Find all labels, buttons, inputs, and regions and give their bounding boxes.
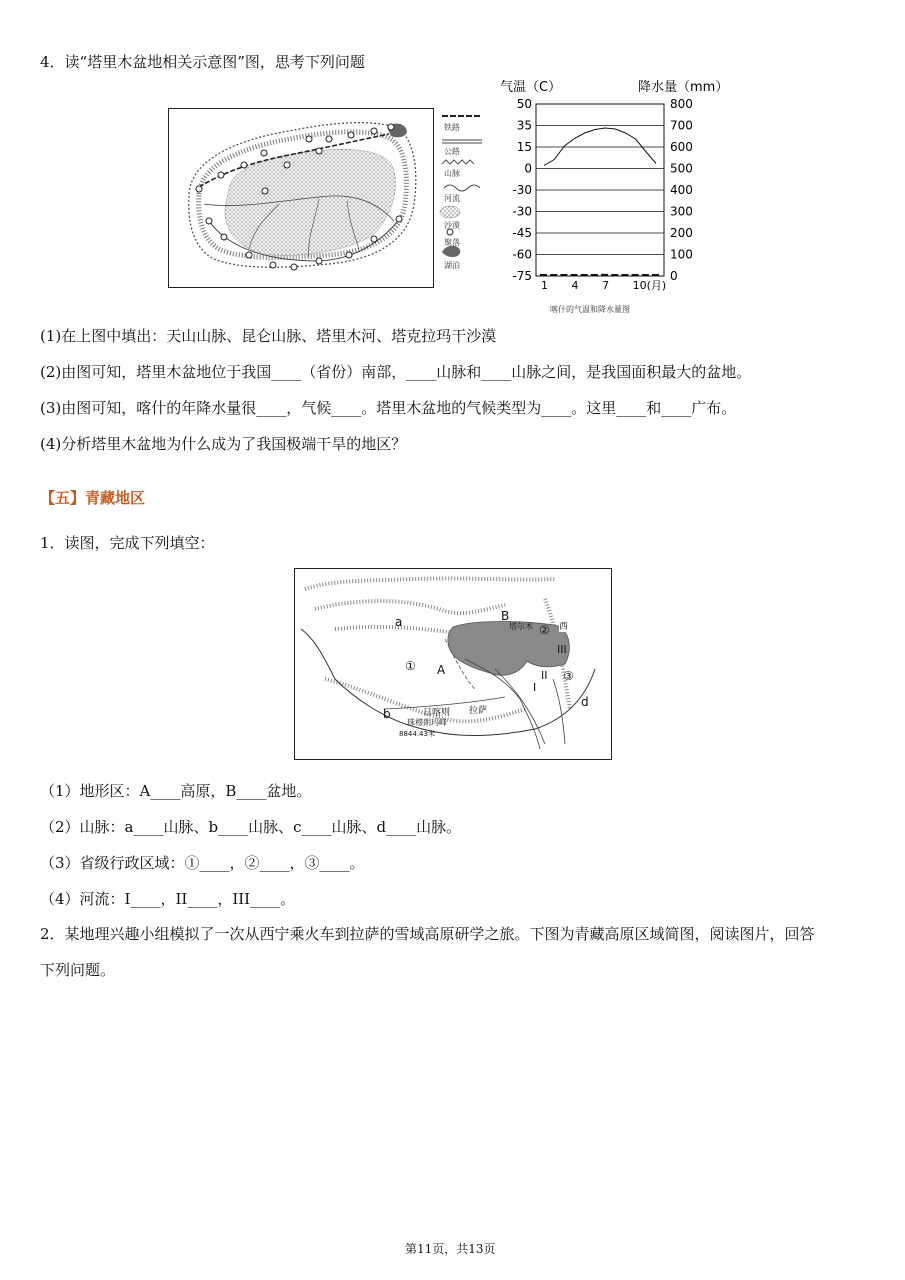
- y-right-tick-label: 500: [670, 161, 693, 176]
- q4-item-4: (4)分析塔里木盆地为什么成为了我国极端干旱的地区？: [40, 435, 407, 453]
- precipitation-bar: [571, 274, 578, 276]
- tarim-map: [169, 109, 433, 287]
- x-tick-label: 7: [602, 279, 610, 292]
- y-right-tick-label: 100: [670, 247, 693, 262]
- map-label-circ2: ②: [539, 623, 550, 637]
- y-left-tick-label: -30: [512, 204, 532, 219]
- y-left-tick-label: 35: [516, 118, 532, 133]
- legend-river: 河流: [444, 194, 460, 203]
- tarim-legend: [436, 110, 488, 270]
- y-right-tick-label: 400: [670, 183, 693, 197]
- climate-chart-svg: [490, 76, 720, 316]
- y-left-tick-label: -75: [512, 269, 532, 283]
- map-label-II: II: [541, 669, 548, 682]
- precipitation-bar: [652, 274, 659, 276]
- y-left-tick-label: -45: [512, 226, 532, 240]
- map-label-taermu: 塔尔木: [509, 622, 533, 631]
- legend-railway: 铁路: [444, 123, 460, 132]
- y-left-tick-label: -30: [512, 183, 532, 197]
- legend-desert: 沙漠: [444, 221, 460, 230]
- map-label-peak: 珠穆朗玛峰: [407, 718, 447, 727]
- y-left-tick-label: 50: [516, 97, 532, 111]
- map-label-b: b: [383, 707, 391, 721]
- map-label-d: d: [581, 695, 589, 709]
- y-left-tick-label: 15: [516, 140, 532, 154]
- map-label-a: a: [395, 615, 403, 629]
- map-label-circ3: ③: [563, 669, 574, 683]
- map-label-circ1: ①: [405, 659, 416, 673]
- legend-mountain: 山脉: [444, 169, 460, 178]
- s5-item-3: （3）省级行政区域：①____，②____，③____。: [40, 854, 365, 872]
- left-axis-label: 气温（C）: [500, 80, 562, 95]
- y-right-tick-label: 700: [670, 118, 693, 133]
- precipitation-bar: [632, 274, 639, 276]
- map-label-III: III: [557, 643, 567, 656]
- precipitation-bar: [621, 274, 628, 276]
- tibet-map: [295, 569, 611, 759]
- legend-settlement: 聚落: [444, 238, 460, 247]
- map-label-peak-height: 8844.43米: [399, 730, 435, 738]
- q4-item-2: (2)由图可知，塔里木盆地位于我国____（省份）南部，____山脉和____山脉之间，是我国面积最大的盆地。: [40, 363, 752, 381]
- precipitation-bar: [642, 274, 649, 276]
- tibet-map-figure: [294, 568, 612, 760]
- y-right-tick-label: 0: [670, 269, 678, 283]
- chart-caption: 喀什的气温和降水量图: [550, 305, 630, 314]
- x-tick-label: 10(月): [632, 279, 667, 292]
- right-axis-label: 降水量（mm）: [638, 80, 720, 95]
- precipitation-bar: [591, 274, 598, 276]
- y-right-tick-label: 800: [670, 97, 693, 111]
- q4-item-1: (1)在上图中填出：天山山脉、昆仑山脉、塔里木河、塔克拉玛干沙漠: [40, 327, 497, 345]
- s5-q1-title: 1．读图，完成下列填空：: [40, 534, 215, 552]
- tarim-map-figure: [168, 108, 434, 288]
- map-label-xi: 西: [559, 619, 568, 632]
- s5-item-1: （1）地形区：A____高原，B____盆地。: [40, 782, 312, 800]
- page-footer: 第11页，共13页: [405, 1242, 496, 1256]
- x-tick-label: 4: [571, 279, 579, 292]
- q4-item-3: (3)由图可知，喀什的年降水量很____，气候____。塔里木盆地的气候类型为____。这里____和____广布。: [40, 399, 737, 417]
- y-right-tick-label: 200: [670, 226, 693, 240]
- s5-q2-line1: 2．某地理兴趣小组模拟了一次从西宁乘火车到拉萨的雪域高原研学之旅。下图为青藏高原区域简图，阅读图片，回答: [40, 925, 815, 943]
- precipitation-bar: [601, 274, 608, 276]
- precipitation-bar: [560, 274, 567, 276]
- precipitation-bar: [550, 274, 557, 276]
- y-left-tick-label: 0: [524, 161, 532, 176]
- section-heading: 【五】青藏地区: [40, 489, 146, 507]
- x-tick-label: 1: [541, 279, 548, 292]
- map-label-B: B: [501, 609, 510, 623]
- s5-item-4: （4）河流：I____，II____，III____。: [40, 890, 296, 908]
- map-label-A: A: [437, 663, 446, 677]
- y-left-tick-label: -60: [512, 247, 532, 262]
- y-right-tick-label: 300: [670, 204, 693, 219]
- q4-title: 4．读“塔里木盆地相关示意图”图，思考下列问题: [40, 53, 365, 71]
- map-label-rikaze: 日喀则: [423, 708, 451, 718]
- precipitation-bar: [611, 274, 618, 276]
- precipitation-bar: [581, 274, 588, 276]
- legend-lake: 湖泊: [444, 261, 460, 270]
- s5-q2-line2: 下列问题。: [40, 961, 116, 979]
- y-right-tick-label: 600: [670, 140, 693, 154]
- kashgar-climate-chart: [490, 76, 720, 316]
- map-label-lasa: 拉萨: [469, 706, 488, 716]
- legend-road: 公路: [444, 147, 460, 156]
- precipitation-bar: [540, 274, 547, 276]
- map-label-I: I: [533, 681, 537, 694]
- s5-item-2: （2）山脉：a____山脉、b____山脉、c____山脉、d____山脉。: [40, 818, 462, 836]
